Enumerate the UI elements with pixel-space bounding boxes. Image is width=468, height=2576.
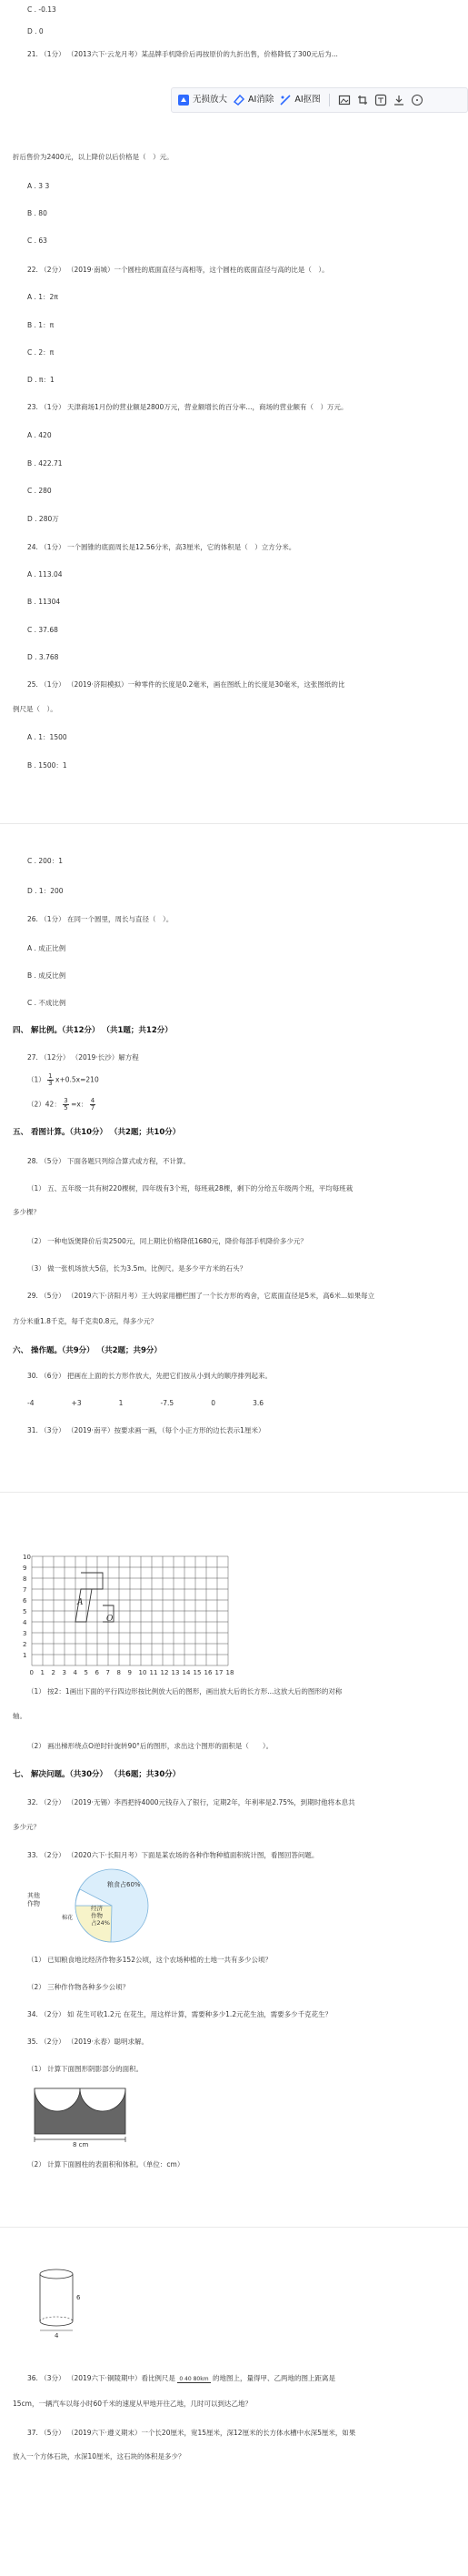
pie-cotton-label-1: 经济 xyxy=(91,1905,103,1912)
question-25-cont: 例尺是（ ）。 xyxy=(13,705,57,713)
x-axis-tick-label: 4 xyxy=(73,1669,77,1676)
map-scale-bar: 0 40 80km xyxy=(179,2376,209,2382)
x-axis-tick-label: 17 xyxy=(214,1669,224,1676)
x-axis-tick-label: 13 xyxy=(171,1669,180,1676)
pie-cotton-label-2: 作物 xyxy=(91,1912,103,1919)
option-c: C . -0.13 xyxy=(27,5,56,14)
q21-option-b: B . 80 xyxy=(27,209,47,217)
question-32: 32. （2分） （2019·无锡）李西把持4000元钱存入了银行，定期2年，年利率是2.75%，到期时他将本息共 xyxy=(27,1798,355,1806)
q21-option-a: A . 3 3 xyxy=(27,182,50,190)
page-break xyxy=(0,1492,468,1493)
crop-pie-chart xyxy=(25,1865,153,1947)
question-32-cont: 多少元？ xyxy=(13,1823,40,1831)
q31-part-1: （1） 按2：1画出下面的平行四边形按比例放大后的图形，画出放大后的长方形...这放大后的图形的对称 xyxy=(27,1687,343,1696)
q25-option-c: C . 200：1 xyxy=(27,857,63,865)
grid-lines xyxy=(32,1556,228,1665)
question-23: 23. （1分） 天津商场1月份的营业额是2800万元，营业额增长的百分率...，商场的营业额有（ ）万元。 xyxy=(27,403,348,411)
q35-part-2: （2） 计算下面圆柱的表面积和体积。（单位：cm） xyxy=(27,2160,184,2168)
x-axis-tick-label: 5 xyxy=(84,1669,88,1676)
shaded-area-figure xyxy=(31,2085,133,2148)
q25-option-d: D . 1：200 xyxy=(27,887,64,895)
question-26: 26. （1分） 在同一个圆里，周长与直径（ ）。 xyxy=(27,915,174,923)
fraction-3-5: $\frac{3}{5}$ xyxy=(64,1097,68,1112)
q26-option-b: B . 成反比例 xyxy=(27,971,66,980)
x-axis-tick-label: 18 xyxy=(225,1669,234,1676)
pie-cotton-word: 棉花 xyxy=(62,1915,74,1921)
q28-part-1: （1） 五、五年级一共有树220棵树，四年级有3个班，每班栽28棵，剩下的分给五年级两个班，平均每班栽 xyxy=(27,1184,353,1192)
q24-option-c: C . 37.68 xyxy=(27,626,58,634)
q26-option-a: A . 成正比例 xyxy=(27,944,66,952)
y-axis-tick-label: 7 xyxy=(23,1586,27,1594)
q31-part-1-cont: 轴。 xyxy=(13,1712,26,1720)
x-axis-tick-label: 15 xyxy=(193,1669,202,1676)
x-axis-tick-label: 2 xyxy=(51,1669,55,1676)
q22-option-a: A . 1：2π xyxy=(27,293,58,301)
x-axis-tick-label: 12 xyxy=(160,1669,169,1676)
y-axis-tick-label: 4 xyxy=(23,1619,27,1626)
fraction-one-third: $\frac{1}{3}$ xyxy=(48,1072,53,1087)
y-axis-tick-label: 2 xyxy=(23,1641,27,1648)
point-o-label: O xyxy=(106,1615,114,1624)
toolbar-divider xyxy=(329,94,330,106)
section-5-heading: 五、 看图计算。（共10分） （共2题；共10分） xyxy=(13,1128,181,1137)
page-break xyxy=(0,823,468,824)
x-axis-tick-label: 9 xyxy=(127,1669,132,1676)
q23-option-d: D . 280万 xyxy=(27,515,59,523)
y-axis-tick-label: 5 xyxy=(23,1608,27,1615)
q28-part-2: （2） 一种电饭煲降价后卖2500元，同上期比价格降低1680元，降价每部手机降价多少元？ xyxy=(27,1237,307,1245)
crop-icon[interactable] xyxy=(356,94,369,106)
x-axis-tick-label: 8 xyxy=(116,1669,121,1676)
cylinder-diameter-label: 4 xyxy=(55,2332,59,2340)
question-29: 29. （5分） （2019六下·济阳月考）王大妈家用栅栏围了一个长方形的鸡舍，它底面直径是5米，高6米...如果每立 xyxy=(27,1292,375,1300)
q35-part-1: （1） 计算下面图形阴影部分的面积。 xyxy=(27,2065,144,2073)
pie-other-label-2: 作物 xyxy=(27,1900,40,1907)
q24-option-a: A . 113.04 xyxy=(27,570,63,579)
y-axis-labels xyxy=(23,1554,31,1659)
y-axis-tick-label: 1 xyxy=(23,1652,27,1659)
number-list: -4 +3 1 -7.5 0 3.6 xyxy=(27,1399,264,1407)
section-6-heading: 六、 操作题。（共9分） （共2题；共9分） xyxy=(13,1346,162,1355)
y-axis-tick-label: 3 xyxy=(23,1630,27,1637)
enlarge-button[interactable] xyxy=(177,94,227,106)
image-icon[interactable] xyxy=(338,94,351,106)
question-21-cont: 折后售价为2400元，以上降价以后价格是（ ）元。 xyxy=(13,153,174,161)
x-axis-tick-label: 6 xyxy=(95,1669,99,1676)
cylinder-figure xyxy=(35,2267,89,2340)
q28-part-1-cont: 多少棵？ xyxy=(13,1208,40,1216)
y-axis-tick-label: 10 xyxy=(23,1554,31,1561)
page-break xyxy=(0,2227,468,2228)
cutout-icon xyxy=(279,94,292,106)
question-37: 37. （5分） （2019六下·遵义期末）一个长20厘米，宽15厘米，深12厘米的长方体水槽中水深5厘米，如果 xyxy=(27,2429,356,2437)
question-36-cont: 15cm，一辆汽车以每小时60千米的速度从甲地开往乙地，几时可以到达乙地？ xyxy=(13,2400,253,2408)
pie-grain-label: 粮食占60% xyxy=(107,1881,141,1888)
x-axis-tick-label: 1 xyxy=(40,1669,45,1676)
q28-part-3: （3） 做一张机场放大5倍，长为3.5m。比例尺。是多少平方米的石头？ xyxy=(27,1264,247,1273)
q31-part-2: （2） 画出梯形绕点O逆时针旋转90°后的图形，求出这个图形的面积是（ ）。 xyxy=(27,1742,274,1750)
cutout-button[interactable] xyxy=(279,94,320,106)
translate-icon[interactable] xyxy=(374,94,387,106)
enlarge-icon xyxy=(177,94,190,106)
question-33: 33. （2分） （2020六下·长阳月考）下面是某农场的各种作物种植面积统计图，看图回答问题。 xyxy=(27,1851,319,1859)
question-29-cont: 方分米重1.8千克，每千克卖0.8元，得多少元？ xyxy=(13,1317,157,1325)
q26-option-c: C . 不成比例 xyxy=(27,999,66,1007)
question-30: 30. （6分） 把画在上面的长方形作放大，先把它们按从小到大的顺序排列起来。 xyxy=(27,1372,272,1380)
q27-equation-1: x+0.5x=210 xyxy=(55,1075,99,1084)
question-21: 21. （1分） （2013六下·云龙月考）某品牌手机降价后再按原价的九折出售，价格降低了300元后为... xyxy=(27,50,338,58)
question-27: 27. （12分） （2019·长沙）解方程 xyxy=(27,1053,139,1062)
question-24: 24. （1分） 一个圆锥的底面周长是12.56分米，高3厘米，它的体积是（ ）立方分米。 xyxy=(27,543,296,551)
image-toolbar xyxy=(171,87,468,113)
section-4-heading: 四、 解比例。（共12分） （共1题；共12分） xyxy=(13,1026,173,1035)
download-icon[interactable] xyxy=(393,94,405,106)
question-34: 34. （2分） 如 花生可收1.2元 在花生，用这样计算，需要种多少1.2元花生油，需要多少千克花生？ xyxy=(27,2010,333,2018)
dimension-label: 8 cm xyxy=(73,2141,89,2148)
question-28: 28. （5分） 下面各题只列综合算式或方程，不计算。 xyxy=(27,1157,190,1165)
q23-option-a: A . 420 xyxy=(27,431,52,439)
q23-option-c: C . 280 xyxy=(27,487,52,495)
x-axis-labels xyxy=(30,1669,234,1676)
question-31: 31. （3分） （2019·南平）按要求画一画，（每个小正方形的边长表示1厘米） xyxy=(27,1426,265,1434)
section-7-heading: 七、 解决问题。（共30分） （共6题；共30分） xyxy=(13,1770,181,1779)
erase-label: AI消除 xyxy=(248,95,274,106)
q22-option-b: B . 1：π xyxy=(27,321,55,329)
cutout-label: AI抠图 xyxy=(294,95,321,106)
enlarge-label: 无损放大 xyxy=(193,95,228,106)
q24-option-b: B . 11304 xyxy=(27,598,61,606)
q33-part-2: （2） 三种作作物各种多少公顷？ xyxy=(27,1983,130,1991)
x-axis-tick-label: 16 xyxy=(204,1669,213,1676)
x-axis-tick-label: 14 xyxy=(182,1669,191,1676)
x-axis-tick-label: 7 xyxy=(105,1669,110,1676)
q24-option-d: D . 3.768 xyxy=(27,653,59,661)
q27-part-2: （2）42： $\frac{3}{5}$ =x： $\frac{4}{7}$ xyxy=(27,1097,95,1112)
pie-cotton-label-3: 占24% xyxy=(91,1919,110,1927)
q22-option-c: C . 2：π xyxy=(27,348,55,357)
coordinate-grid xyxy=(23,1554,250,1676)
q33-part-1: （1） 已知粮食地比经济作物多152公顷，这个农场种植的土地一共有多少公顷？ xyxy=(27,1956,272,1964)
question-35: 35. （2分） （2019·永春）聪明求解。 xyxy=(27,2038,148,2046)
x-axis-tick-label: 10 xyxy=(138,1669,147,1676)
y-axis-tick-label: 9 xyxy=(23,1565,27,1572)
option-d: D . 0 xyxy=(27,27,44,35)
more-icon[interactable] xyxy=(411,94,423,106)
question-36: 36. （3分） （2019六下·铜陵期中）看比例尺是 0 40 80km 的地图上，量得甲、乙两地的图上距离是 xyxy=(27,2374,335,2382)
x-axis-tick-label: 11 xyxy=(149,1669,158,1676)
erase-button[interactable] xyxy=(233,94,274,106)
question-25: 25. （1分） （2019·济阳模拟）一种零件的长度是0.2毫米，画在图纸上的长度是30毫米，这张图纸的比 xyxy=(27,680,345,689)
q22-option-d: D . π：1 xyxy=(27,376,55,384)
q21-option-c: C . 63 xyxy=(27,236,47,245)
fraction-4-7: $\frac{4}{7}$ xyxy=(90,1097,95,1112)
q25-option-a: A . 1：1500 xyxy=(27,733,67,741)
question-22: 22. （2分） （2019·南城）一个圆柱的底面直径与高相等，这个圆柱的底面直径与高的比是（ ）。 xyxy=(27,266,329,274)
x-axis-tick-label: 3 xyxy=(62,1669,66,1676)
q27-part-1: （1） $\frac{1}{3}$ x+0.5x=210 xyxy=(27,1072,99,1087)
x-axis-tick-label: 0 xyxy=(29,1669,34,1676)
pie-other-label-1: 其他 xyxy=(27,1892,40,1899)
q23-option-b: B . 422.71 xyxy=(27,459,63,468)
y-axis-tick-label: 8 xyxy=(23,1575,27,1583)
y-axis-tick-label: 6 xyxy=(23,1597,27,1605)
eraser-icon xyxy=(233,94,245,106)
point-a-label: A xyxy=(77,1598,84,1607)
question-37-cont: 放入一个方体石块，水深10厘米，这石块的体积是多少？ xyxy=(13,2452,185,2460)
cylinder-height-label: 6 xyxy=(76,2294,81,2301)
q25-option-b: B . 1500：1 xyxy=(27,761,67,770)
